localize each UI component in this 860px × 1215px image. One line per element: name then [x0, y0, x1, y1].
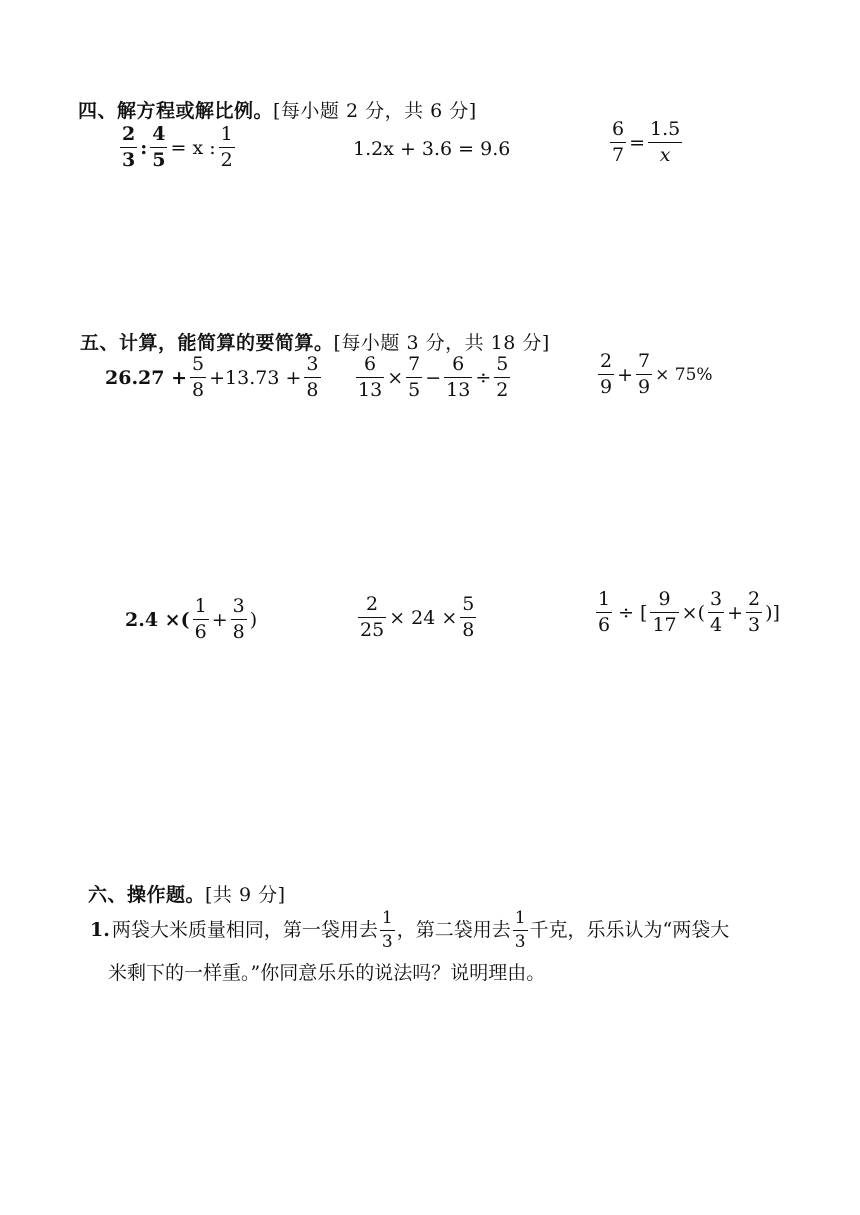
fraction: $\frac{6}{13}$	[446, 353, 471, 401]
problem-5-5: $\frac{2}{25}$ × 24 × $\frac{5}{8}$	[360, 593, 475, 641]
problem-5-2: $\frac{6}{13}$ × $\frac{7}{5}$ − $\frac{6}{13}$ ÷ $\frac{5}{2}$	[358, 353, 509, 401]
fraction: $\frac{1.5}{x}$	[650, 118, 681, 166]
fraction: $\frac{1}{3}$	[514, 908, 526, 952]
fraction: $\frac{2}{25}$	[360, 593, 385, 641]
problem-5-6: $\frac{1}{6}$ ÷ [ $\frac{9}{17}$ ×( $\frac{3}{4}$ + $\frac{2}{3}$ )]	[598, 588, 780, 636]
section-6-title: 六、操作题。	[88, 884, 206, 906]
fraction: $\frac{3}{8}$	[232, 595, 245, 643]
fraction: $\frac{5}{2}$	[496, 353, 509, 401]
section-4-note: [每小题 2 分，共 6 分]	[273, 100, 477, 122]
problem-5-4: 2.4 ×( $\frac{1}{6}$ + $\frac{3}{8}$ )	[125, 595, 258, 643]
question-6-1	[90, 910, 790, 991]
problem-4-1: $\frac{2}{3}$ : $\frac{4}{5}$ = x : $\frac{1}{2}$	[122, 123, 233, 171]
section-6-heading	[88, 880, 286, 907]
fraction: $\frac{3}{8}$	[306, 353, 319, 401]
question-number: 1.	[90, 919, 110, 942]
section-5-note: [每小题 3 分，共 18 分]	[333, 332, 550, 354]
fraction: $\frac{9}{17}$	[652, 588, 677, 636]
fraction: $\frac{2}{3}$	[748, 588, 761, 636]
section-5-heading	[80, 328, 550, 355]
section-5-title: 五、计算，能简算的要简算。	[80, 332, 334, 354]
fraction: $\frac{1}{2}$	[220, 123, 233, 171]
fraction: $\frac{1}{6}$	[194, 595, 207, 643]
fraction: $\frac{5}{8}$	[192, 353, 205, 401]
question-6-1-line-1: 1. 两袋大米质量相同，第一袋用去 $\frac{1}{3}$ ，第二袋用去 $\frac{1}{3}$ 千克，乐乐认为“两袋大	[90, 908, 730, 952]
fraction: $\frac{4}{5}$	[152, 123, 166, 171]
problem-4-3: $\frac{6}{7}$ = $\frac{1.5}{x}$	[612, 118, 681, 166]
fraction: $\frac{5}{8}$	[462, 593, 475, 641]
fraction: $\frac{7}{9}$	[638, 350, 651, 398]
problem-4-2: 1.2x + 3.6 = 9.6	[353, 138, 511, 160]
fraction: $\frac{2}{3}$	[122, 123, 136, 171]
fraction: $\frac{6}{7}$	[612, 118, 625, 166]
fraction: $\frac{3}{4}$	[710, 588, 723, 636]
fraction: $\frac{1}{6}$	[598, 588, 611, 636]
problem-5-3: $\frac{2}{9}$ + $\frac{7}{9}$ × 75%	[600, 350, 713, 398]
fraction: $\frac{7}{5}$	[408, 353, 421, 401]
question-6-1-line-2: 米剩下的一样重。”你同意乐乐的说法吗？说明理由。	[108, 962, 546, 984]
fraction: $\frac{2}{9}$	[600, 350, 613, 398]
section-4-heading	[78, 96, 477, 123]
fraction: $\frac{1}{3}$	[381, 908, 393, 952]
problem-5-1: 26.27 + $\frac{5}{8}$ +13.73 + $\frac{3}{8}$	[105, 353, 319, 401]
section-4-title: 四、解方程或解比例。	[78, 100, 274, 122]
section-6-note: [共 9 分]	[205, 884, 286, 906]
fraction: $\frac{6}{13}$	[358, 353, 383, 401]
